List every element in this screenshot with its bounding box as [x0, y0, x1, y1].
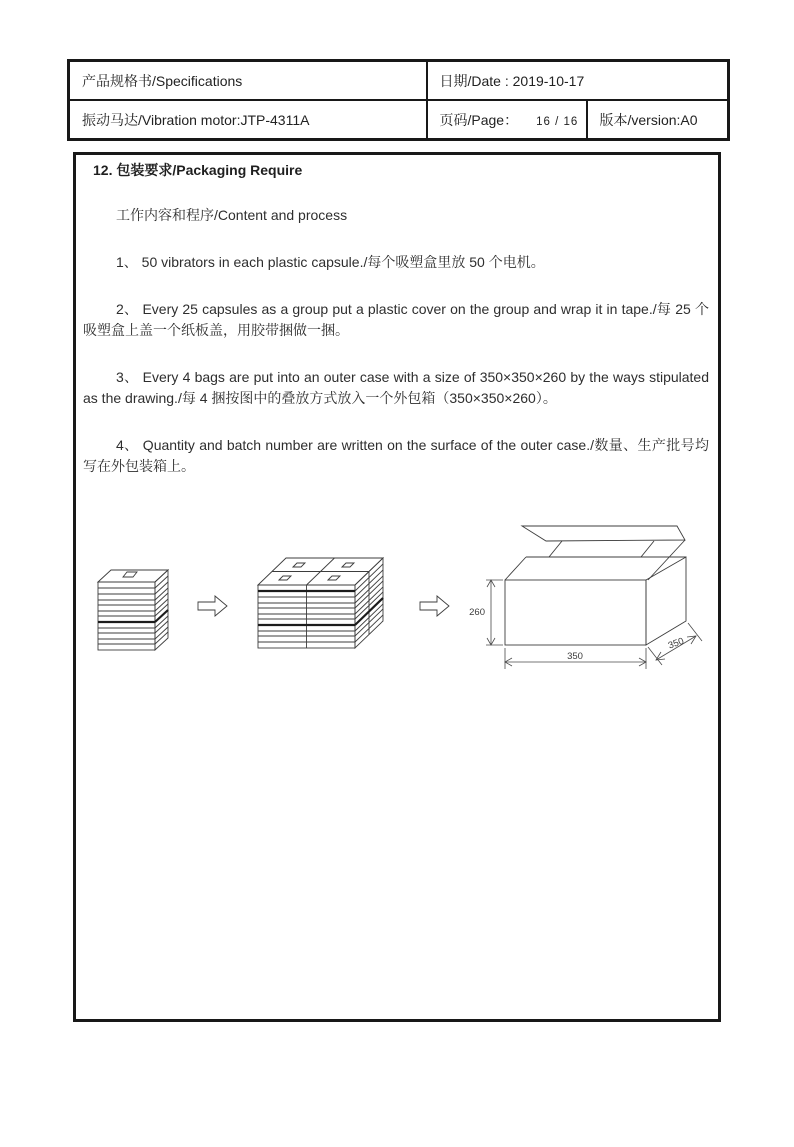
dimension-width-label: 350 [567, 651, 583, 662]
bundle-hole [293, 563, 305, 567]
arrow-right-icon [420, 596, 449, 616]
bundle-hole [123, 572, 137, 577]
bundle-group-drawing [258, 558, 383, 648]
bundle-hole [328, 576, 340, 580]
page-label: 页码/Page： [439, 111, 519, 128]
section-title: 12. 包装要求/Packaging Require [93, 162, 303, 178]
bundle-single-drawing [98, 570, 168, 650]
dimension-height [469, 580, 503, 645]
product-spec-cell: 产品规格书/Specifications [69, 61, 427, 101]
outer-case-drawing [505, 526, 686, 645]
packaging-drawing [76, 498, 718, 703]
content-subtitle: 工作内容和程序/Content and process [116, 207, 348, 223]
header-table [67, 59, 730, 141]
bundle-hole [279, 576, 291, 580]
page-value: 16 / 16 [536, 115, 579, 128]
dimension-depth [648, 623, 702, 665]
dimension-depth-label: 350 [666, 635, 686, 652]
version-cell: 版本/version:A0 [587, 100, 729, 140]
dimension-width [505, 648, 646, 669]
packaging-step-2: 2、 Every 25 capsules as a group put a plastic cover on the group and wrap it in tape./每 25 个吸塑盒上盖一个纸板盖，用胶带捆做一捆。 [83, 301, 709, 338]
arrow-right-icon [198, 596, 227, 616]
packaging-step-3: 3、 Every 4 bags are put into an outer case with a size of 350×350×260 by the ways stipulated as the drawing./每 4 捆按图中的叠放方式放入一个外包箱（350×350×260）。 [83, 369, 709, 406]
date-cell: 日期/Date : 2019-10-17 [427, 61, 729, 101]
dimension-height-label: 260 [469, 607, 485, 618]
content-area [76, 160, 718, 477]
packaging-step-4: 4、 Quantity and batch number are written on the surface of the outer case./数量、生产批号均写在外包装箱上。 [83, 437, 709, 474]
packaging-step-1: 1、 50 vibrators in each plastic capsule./每个吸塑盒里放 50 个电机。 [116, 254, 545, 270]
page-number-cell [427, 100, 587, 140]
bundle-hole [342, 563, 354, 567]
motor-model-cell: 振动马达/Vibration motor:JTP-4311A [69, 100, 427, 140]
content-box [73, 152, 721, 1022]
